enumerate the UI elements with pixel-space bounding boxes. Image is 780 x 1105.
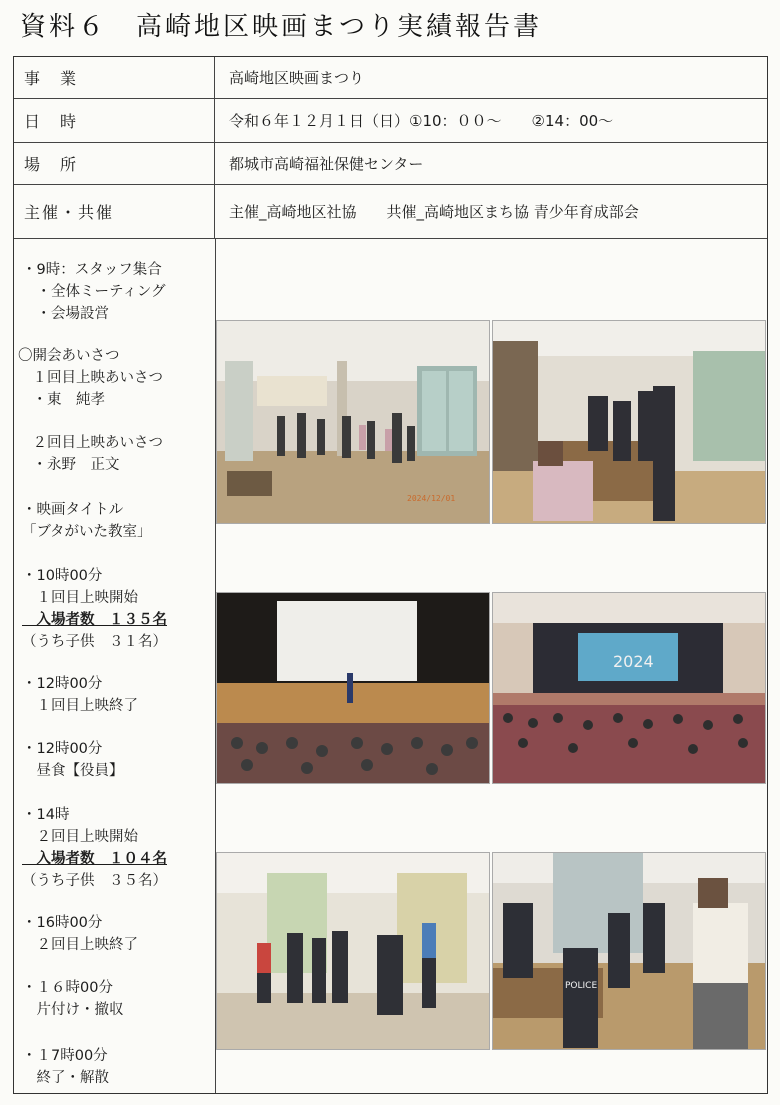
schedule-line: ・14時 <box>22 807 70 823</box>
schedule-line: ２回目上映開始 <box>22 829 138 845</box>
row-label: 事 業 <box>14 57 215 98</box>
row-label: 日 時 <box>14 99 215 142</box>
schedule-line: ・永野 正文 <box>18 457 120 473</box>
row-organizers <box>14 185 767 239</box>
attendance-count: 入場者数 １３５名 <box>22 612 167 628</box>
date-stamp: 2024/12/01 <box>407 494 456 503</box>
schedule-block <box>22 565 167 653</box>
schedule-line: ・16時00分 <box>22 915 103 931</box>
row-venue <box>14 143 767 185</box>
document-title: 資料６ 高崎地区映画まつり実績報告書 <box>20 12 543 42</box>
schedule-line: ２回目上映終了 <box>22 937 138 953</box>
photo-reception-desk <box>492 320 766 524</box>
photo-hall-screen <box>216 592 490 784</box>
schedule-block <box>22 259 166 325</box>
schedule-block <box>22 804 167 892</box>
schedule-line: １回目上映開始 <box>22 590 138 606</box>
schedule-line: ・10時00分 <box>22 568 103 584</box>
schedule-line: 終了・解散 <box>22 1070 109 1086</box>
schedule-block <box>22 1045 109 1089</box>
schedule-line: ・9時：スタッフ集合 <box>22 262 162 278</box>
row-value: 都城市高崎福祉保健センター <box>229 155 424 173</box>
schedule-line: １回目上映あいさつ <box>18 370 163 386</box>
row-label: 場 所 <box>14 143 215 184</box>
schedule-line: ・会場設営 <box>22 306 109 322</box>
photo-checkin-desk <box>492 852 766 1050</box>
attendance-count: 入場者数 １０４名 <box>22 851 167 867</box>
schedule-line: ・12時00分 <box>22 676 103 692</box>
schedule-line: ２回目上映あいさつ <box>18 435 163 451</box>
schedule-line: １回目上映終了 <box>22 698 138 714</box>
row-value: 高崎地区映画まつり <box>229 69 365 87</box>
schedule-block <box>22 673 138 717</box>
schedule-line: 昼食【役員】 <box>22 763 124 779</box>
schedule-line: ・１６時00分 <box>22 980 113 996</box>
schedule-line: ・東 純孝 <box>18 392 105 408</box>
photo-lobby-entrance <box>216 320 490 524</box>
schedule-line: ・映画タイトル <box>22 502 124 518</box>
schedule-column <box>14 239 216 1093</box>
row-value: 主催_高崎地区社協 共催_高崎地区まち協 青少年育成部会 <box>229 203 639 221</box>
row-event <box>14 57 767 99</box>
schedule-line: ・１7時00分 <box>22 1048 108 1064</box>
row-value: 令和６年１２月１日（日）①10：００～ ②14：00～ <box>229 112 614 130</box>
schedule-line: 片付け・撤収 <box>22 1002 124 1018</box>
row-label: 主催・共催 <box>14 185 215 238</box>
schedule-block <box>22 499 151 543</box>
schedule-line: 〇開会あいさつ <box>18 348 120 364</box>
vest-text: POLICE <box>565 981 598 991</box>
screen-text: 2024 <box>613 652 654 671</box>
schedule-line: （うち子供 ３５名） <box>22 873 167 889</box>
schedule-line: ・全体ミーティング <box>22 284 166 300</box>
schedule-line: 「ブタがいた教室」 <box>22 524 152 540</box>
schedule-block <box>22 912 138 956</box>
schedule-line: ・12時00分 <box>22 741 103 757</box>
schedule-line: （うち子供 ３１名） <box>22 634 167 650</box>
schedule-block <box>22 977 124 1021</box>
row-datetime <box>14 99 767 143</box>
photo-audience-screen <box>492 592 766 784</box>
schedule-block <box>18 345 163 411</box>
photo-corridor-group <box>216 852 490 1050</box>
schedule-block <box>18 432 163 476</box>
schedule-block <box>22 738 124 782</box>
